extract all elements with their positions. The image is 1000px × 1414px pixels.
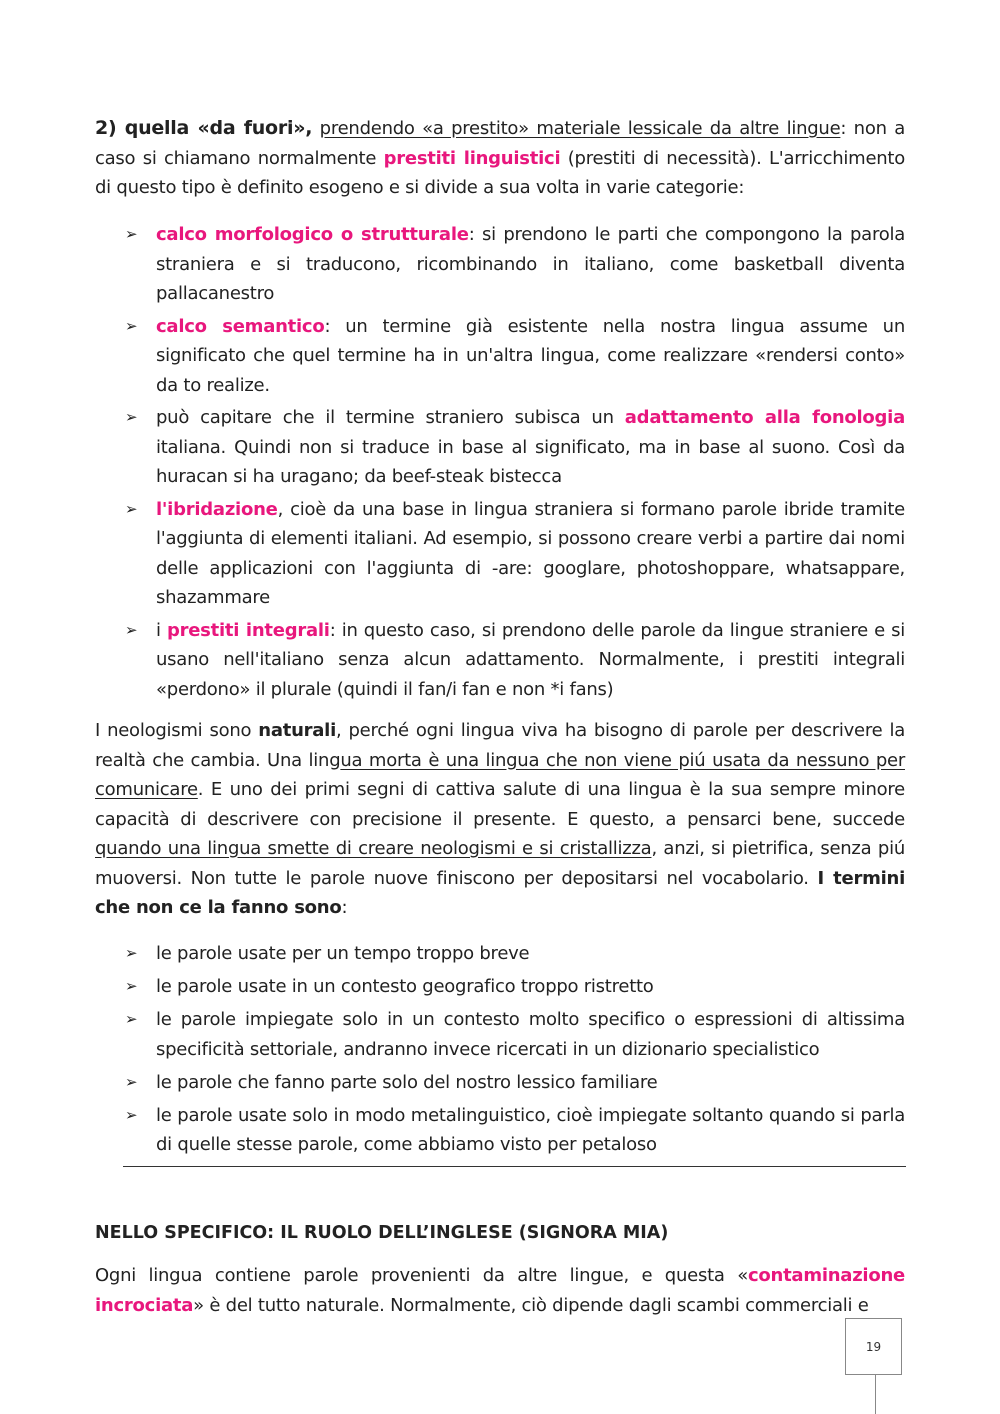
arrow-bullet-icon: ➢	[125, 316, 138, 335]
item-text: : in questo caso, si prendono delle parole da lingue straniere e si usano nell'italiano senza alcun adattamento. Normalmente, i prestiti integrali «perdono» il plurale (quindi il fan/i fan e non *i fans)	[156, 619, 905, 700]
paragraph-text: , perché ogni lingua viva ha bisogno di parole per descrivere la realtà che cambia. Una ling	[95, 720, 905, 771]
paragraph-text: :	[341, 897, 348, 918]
arrow-bullet-icon: ➢	[125, 225, 138, 243]
arrow-bullet-icon: ➢	[125, 499, 138, 518]
section-heading: NELLO SPECIFICO: IL RUOLO DELL’INGLESE (SIGNORA MIA)	[95, 1223, 669, 1243]
item-text: italiana. Quindi non si traduce in base al significato, ma in base al suono. Così da huracan si ha uragano; da beef-steak bistecca	[156, 436, 905, 487]
section-lead: 2) quella «da fuori»,	[95, 117, 313, 139]
arrow-bullet-icon: ➢	[125, 408, 138, 426]
item-text: i	[156, 619, 167, 641]
borrowing-categories-list	[125, 220, 905, 704]
list-item	[125, 1101, 905, 1160]
highlight-term: contaminazione incrociata	[95, 1265, 905, 1316]
arrow-bullet-icon: ➢	[125, 1010, 138, 1028]
item-text: , cioè da una base in lingua straniera si formano parole ibride tramite l'aggiunta di elementi italiani. Ad esempio, si possono creare verbi a partire dai nomi delle applicazioni con l'aggiunta di -are: googlare, photoshoppare, whatsappare, shazammare	[156, 498, 905, 608]
paragraph-text: Ogni lingua contiene parole provenienti da altre lingue, e questa «	[95, 1265, 748, 1286]
bold-term: naturali	[258, 720, 337, 741]
item-text: le parole usate in un contesto geografico troppo ristretto	[156, 976, 654, 997]
arrow-bullet-icon: ➢	[125, 1072, 138, 1091]
paragraph-contaminazione	[95, 1261, 905, 1320]
item-text: le parole che fanno parte solo del nostro lessico familiare	[156, 1071, 658, 1093]
item-text: può capitare che il termine straniero subisca un	[156, 407, 625, 428]
arrow-bullet-icon: ➢	[125, 1105, 138, 1124]
section-divider	[123, 1166, 906, 1167]
page-number-line	[875, 1375, 876, 1414]
paragraph-text: , anzi, si pietrifica, senza piú muoversi. Non tutte le parole nuove finiscono per depositarsi nel vocabolario.	[95, 838, 905, 889]
bold-term: I termini che non ce la fanno sono	[95, 867, 905, 918]
highlight-term: calco morfologico o strutturale	[156, 224, 469, 245]
highlight-term: prestiti integrali	[166, 619, 330, 641]
list-item	[125, 616, 905, 705]
underlined-text: quando una lingua smette di creare neologismi e si cristallizza	[95, 838, 652, 859]
paragraph-neologismi	[95, 716, 905, 923]
list-item	[125, 312, 905, 401]
highlight-term: adattamento alla fonologia	[624, 407, 905, 428]
item-text: le parole usate per un tempo troppo breve	[156, 943, 530, 964]
failed-terms-list	[125, 939, 905, 1160]
arrow-bullet-icon: ➢	[125, 944, 138, 962]
highlight-term: calco semantico	[156, 315, 325, 337]
paragraph-text: (prestiti di necessità). L'arricchimento di questo tipo è definito esogeno e si divide a sua volta in varie categorie:	[95, 147, 905, 198]
item-text: le parole usate solo in modo metalinguistico, cioè impiegate soltanto quando si parla di quelle stesse parole, come abbiamo visto per petaloso	[156, 1104, 905, 1155]
item-text: : si prendono le parti che compongono la parola straniera e si traducono, ricombinando in italiano, come basketball diventa pallacanestro	[156, 224, 905, 304]
page-number: 19	[865, 1339, 882, 1354]
list-item	[125, 220, 905, 309]
arrow-bullet-icon: ➢	[125, 620, 138, 639]
item-text: le parole impiegate solo in un contesto molto specifico o espressioni di altissima specificità settoriale, andranno invece ricercati in un dizionario specialistico	[156, 1009, 905, 1060]
list-item	[125, 939, 905, 969]
underlined-text: prendendo «a prestito» materiale lessicale da altre lingue	[319, 118, 841, 139]
list-item	[125, 1068, 905, 1098]
list-item	[125, 1005, 905, 1064]
highlight-term: l'ibridazione	[156, 498, 278, 520]
paragraph-prestiti	[95, 114, 905, 203]
underlined-text: ua morta è una lingua che non viene piú usata da nessuno per comunicare	[95, 749, 905, 800]
list-item	[125, 972, 905, 1002]
item-text: : un termine già esistente nella nostra lingua assume un significato che quel termine ha in un'altra lingua, come realizzare «rendersi conto» da to realize.	[156, 315, 905, 396]
paragraph-text: : non a caso si chiamano normalmente	[95, 118, 905, 169]
page-number-box	[845, 1318, 902, 1375]
list-item	[125, 495, 905, 613]
paragraph-text: » è del tutto naturale. Normalmente, ciò dipende dagli scambi commerciali e	[193, 1294, 869, 1316]
list-item	[125, 403, 905, 492]
arrow-bullet-icon: ➢	[125, 977, 138, 995]
paragraph-text: I neologismi sono	[95, 720, 259, 741]
highlight-term: prestiti linguistici	[383, 147, 561, 169]
paragraph-text: . E uno dei primi segni di cattiva salute di una lingua è la sua sempre minore capacità di descrivere con precisione il presente. E questo, a pensarci bene, succede	[95, 779, 905, 830]
